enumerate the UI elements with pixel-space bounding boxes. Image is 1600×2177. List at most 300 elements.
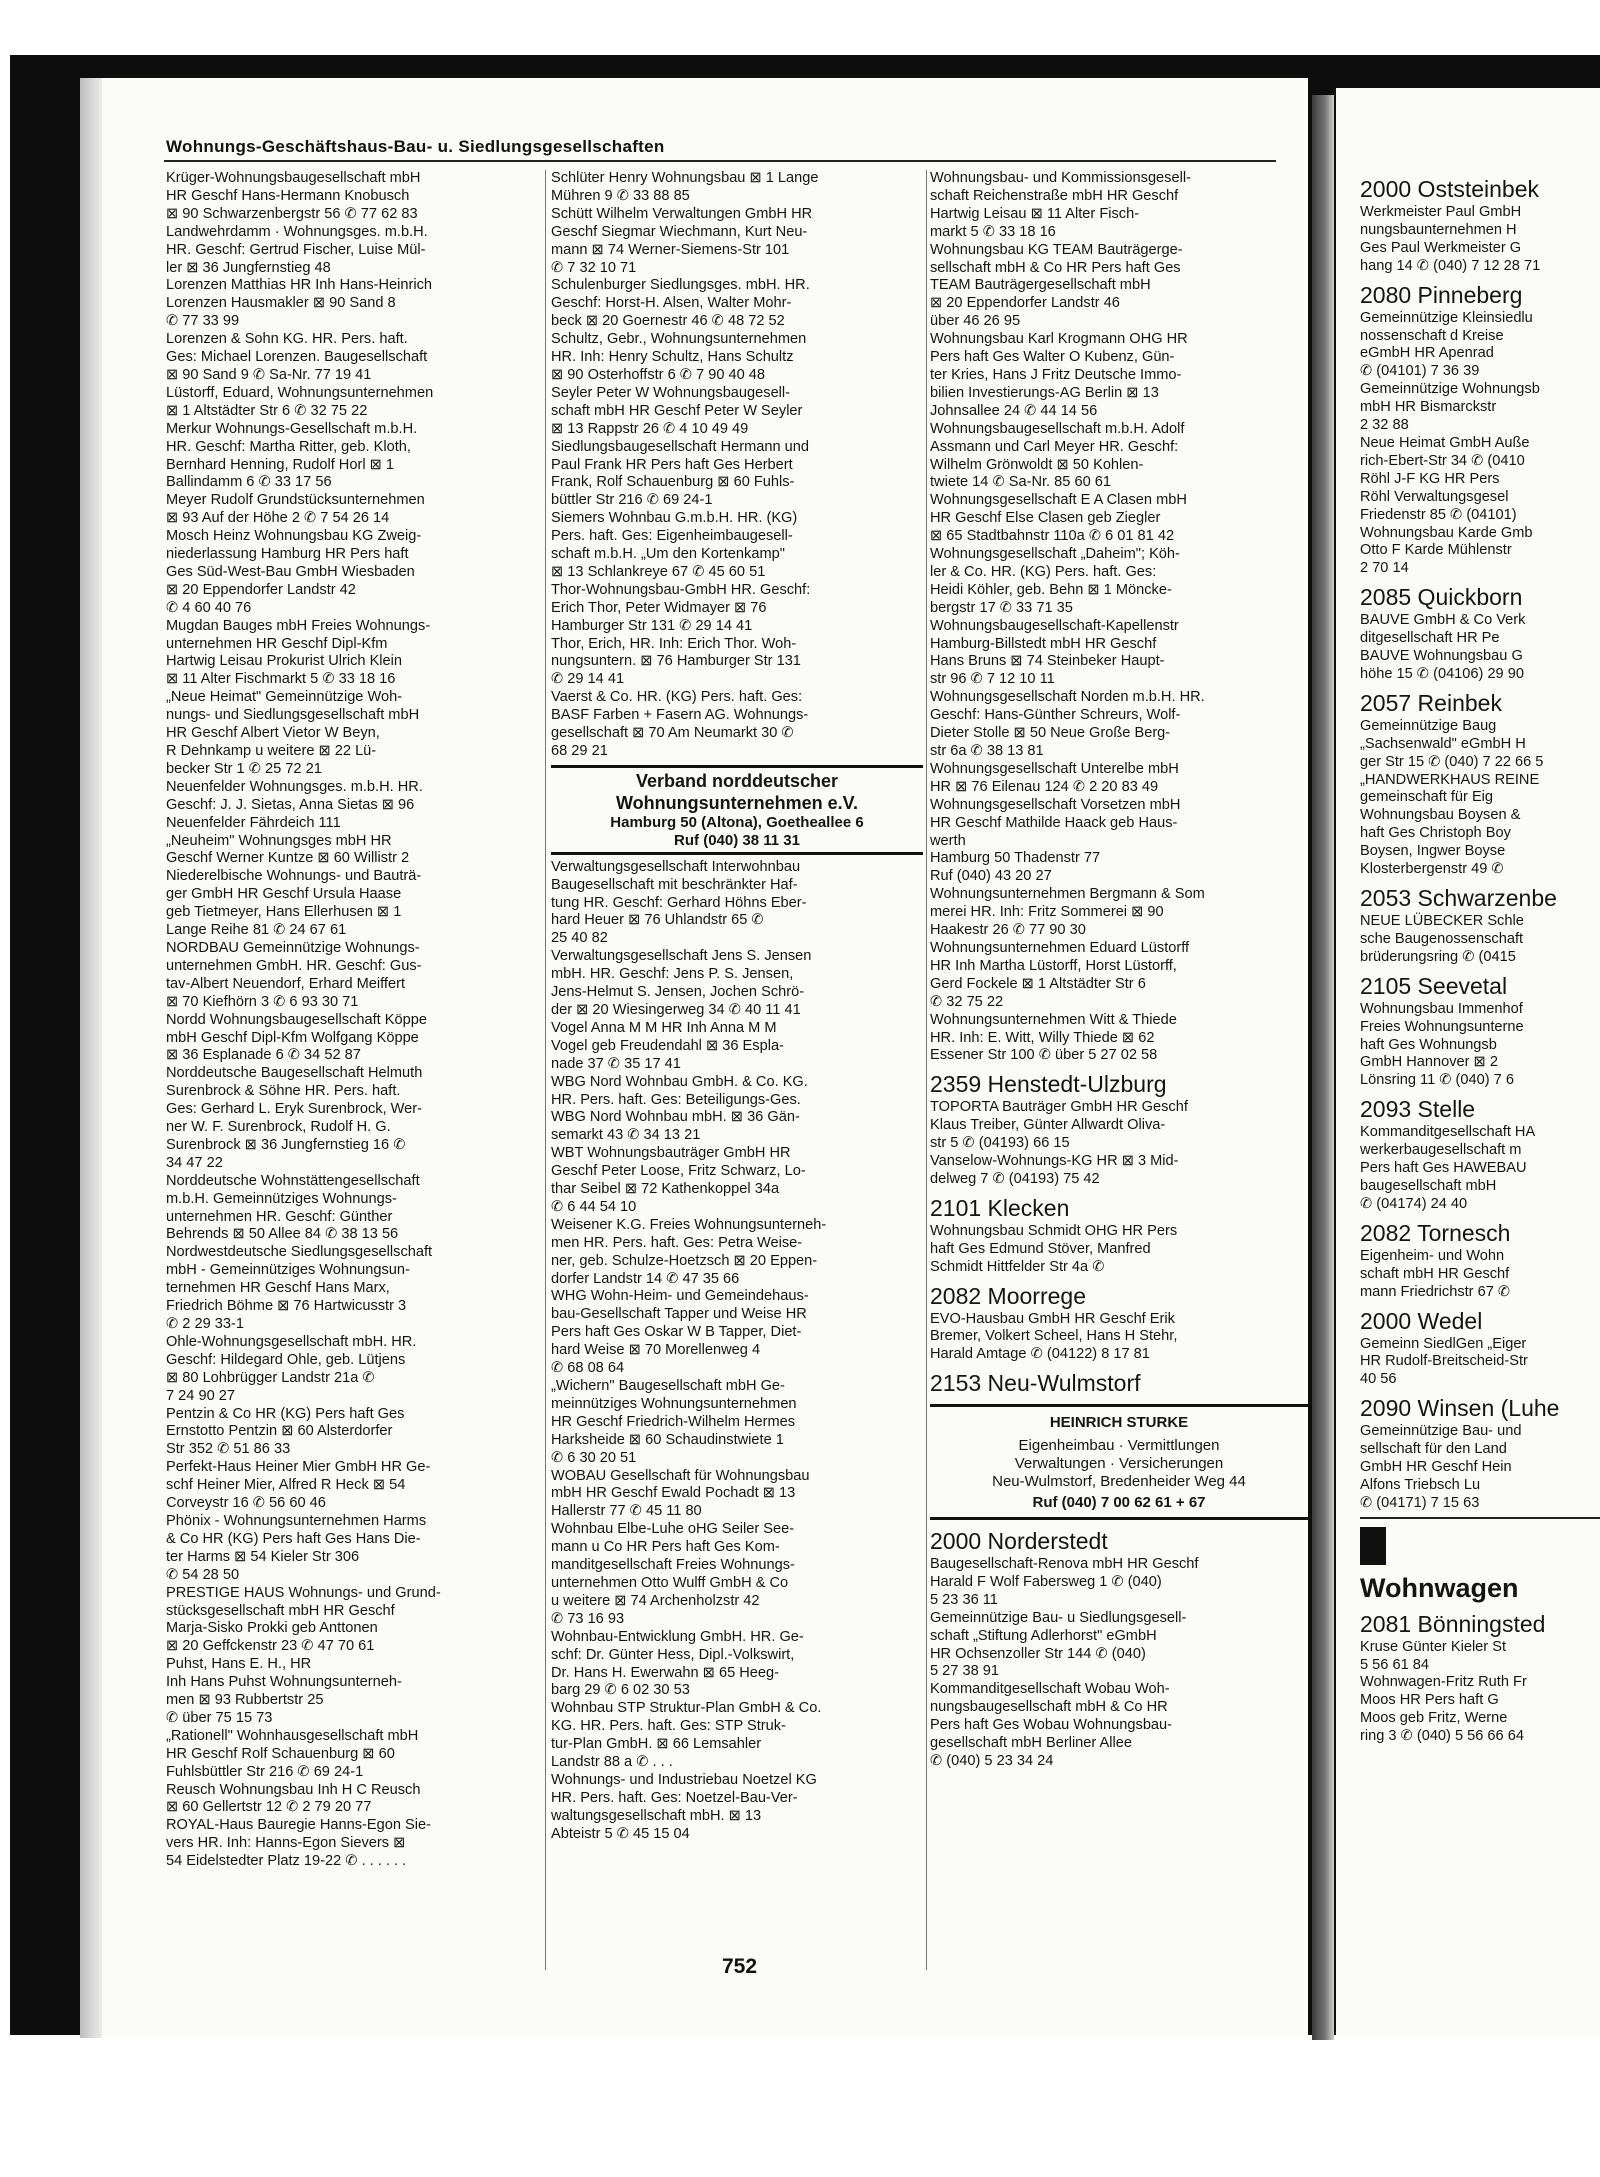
entry-line: Ges Paul Werkmeister G [1360, 239, 1522, 256]
entry-line: Wohnungsbaugesellschaft m.b.H. Adolf [930, 420, 1185, 437]
entry-line: ✆ 73 16 93 [551, 1610, 625, 1627]
entry-line: Lüstorff, Eduard, Wohnungsunternehmen [166, 384, 434, 401]
city-heading: 2081 Bönningsted [1360, 1610, 1546, 1637]
column-divider [926, 170, 927, 1970]
entry-line: Geschf Peter Loose, Fritz Schwarz, Lo- [551, 1163, 806, 1180]
entry-line: Pers. haft. Ges: Eigenheimbaugesell- [551, 528, 793, 545]
entry-line: schaft „Stiftung Adlerhorst" eGmbH [930, 1627, 1157, 1644]
entry-line: Verwaltungsgesellschaft Interwohnbau [551, 858, 801, 875]
entry-line: Norddeutsche Wohnstättengesellschaft [166, 1172, 420, 1189]
entry-line: becker Str 1 ✆ 25 72 21 [166, 760, 322, 777]
entry-line: sellschaft für den Land [1360, 1441, 1507, 1458]
entry-line: Marja-Sisko Prokki geb Anttonen [166, 1620, 378, 1637]
entry-line: barg 29 ✆ 6 02 30 53 [551, 1682, 690, 1699]
entry-line: Johnsallee 24 ✆ 44 14 56 [930, 402, 1098, 419]
entry-line: Alfons Triebsch Lu [1360, 1476, 1481, 1493]
entry-line: Schulenburger Siedlungsges. mbH. HR. [551, 277, 810, 294]
entry-line: Ges: Michael Lorenzen. Baugesellschaft [166, 349, 428, 366]
entry-line: Neue Heimat GmbH Auße [1360, 434, 1530, 451]
entry-line: Wohnungsbau Karde Gmb [1360, 524, 1533, 541]
entry-line: PRESTIGE HAUS Wohnungs- und Grund- [166, 1584, 441, 1601]
entry-line: ✆ 6 30 20 51 [551, 1449, 637, 1466]
city-heading: 2057 Reinbek [1360, 689, 1502, 716]
entry-line: tung HR. Geschf: Gerhard Höhns Eber- [551, 894, 807, 911]
entry-line: Wohnbau-Entwicklung GmbH. HR. Ge- [551, 1628, 804, 1645]
entry-line: Vanselow-Wohnungs-KG HR ⊠ 3 Mid- [930, 1153, 1179, 1170]
entry-line: ternehmen HR Geschf Hans Marx, [166, 1280, 390, 1297]
entry-line: Bremer, Volkert Scheel, Hans H Stehr, [930, 1328, 1178, 1345]
entry-line: ⊠ 90 Sand 9 ✆ Sa-Nr. 77 19 41 [166, 366, 372, 383]
entry-line: Wilhelm Grönwoldt ⊠ 50 Kohlen- [930, 456, 1144, 473]
entry-line: BAUVE GmbH & Co Verk [1360, 612, 1526, 629]
entry-line: HR Geschf Mathilde Haack geb Haus- [930, 814, 1178, 831]
entry-line: „Neue Heimat" Gemeinnützige Woh- [166, 689, 403, 706]
entry-line: Nordwestdeutsche Siedlungsgesellschaft [166, 1244, 433, 1261]
entry-line: ✆ (04101) 7 36 39 [1360, 363, 1480, 380]
entry-line: mbH. HR. Geschf: Jens P. S. Jensen, [551, 966, 794, 983]
entry-line: WHG Wohn-Heim- und Gemeindehaus- [551, 1288, 809, 1305]
entry-line: Gemeinnützige Bau- und [1360, 1423, 1522, 1440]
entry-line: Phönix - Wohnungsunternehmen Harms [166, 1512, 427, 1529]
entry-line: brüderungsring ✆ (0415 [1360, 948, 1516, 965]
entry-line: Werkmeister Paul GmbH [1360, 204, 1522, 220]
entry-line: ⊠ 1 Altstädter Str 6 ✆ 32 75 22 [166, 402, 368, 419]
entry-line: WBG Nord Wohnbau GmbH. & Co. KG. [551, 1073, 808, 1090]
entry-line: ✆ (04174) 24 40 [1360, 1195, 1468, 1212]
entry-line: „HANDWERKHAUS REINE [1360, 771, 1540, 788]
entry-line: über 46 26 95 [930, 313, 1021, 330]
column-divider [545, 170, 546, 1970]
entry-line: Wohnungsbau KG TEAM Bauträgerge- [930, 241, 1183, 258]
entry-line: Wohnungsunternehmen Witt & Thiede [930, 1011, 1177, 1028]
entry-line: HR. Geschf: Martha Ritter, geb. Kloth, [166, 438, 411, 455]
entry-line: Reusch Wohnungsbau Inh H C Reusch [166, 1781, 421, 1798]
entry-line: ⊠ 93 Auf der Höhe 2 ✆ 7 54 26 14 [166, 510, 390, 527]
entry-line: Wohnungsbau Immenhof [1360, 1000, 1523, 1017]
entry-line: Geschf Werner Kuntze ⊠ 60 Willistr 2 [166, 850, 410, 867]
entry-line: & Co HR (KG) Pers haft Ges Hans Die- [166, 1530, 421, 1547]
entry-line: niederlassung Hamburg HR Pers haft [166, 546, 409, 563]
entry-line: u weitere ⊠ 74 Archenholzstr 42 [551, 1592, 760, 1609]
entry-line: 7 24 90 27 [166, 1387, 235, 1404]
entry-line: 54 Eidelstedter Platz 19-22 ✆ . . . . . . [166, 1853, 407, 1870]
entry-line: Seyler Peter W Wohnungsbaugesell- [551, 384, 791, 401]
association-line: Hamburg 50 (Altona), Goetheallee 6 [610, 813, 864, 831]
entry-line: bergstr 17 ✆ 33 71 35 [930, 599, 1073, 616]
entry-line: Friedenstr 85 ✆ (04101) [1360, 506, 1517, 523]
entry-line: tur-Plan GmbH. ⊠ 66 Lemsahler [551, 1736, 762, 1753]
entry-line: 34 47 22 [166, 1154, 223, 1171]
entry-line: Geschf: Hildegard Ohle, geb. Lütjens [166, 1351, 406, 1368]
entry-line: Gerd Fockele ⊠ 1 Altstädter Str 6 [930, 975, 1146, 992]
entry-line: 25 40 82 [551, 930, 608, 947]
entry-line: BASF Farben + Fasern AG. Wohnungs- [551, 707, 809, 724]
entry-line: Geschf Siegmar Wiechmann, Kurt Neu- [551, 223, 808, 240]
entry-line: ✆ 54 28 50 [166, 1566, 240, 1583]
entry-line: 5 23 36 11 [930, 1591, 998, 1608]
entry-line: haft Ges Wohnungsb [1360, 1036, 1497, 1053]
entry-line: Ges Süd-West-Bau GmbH Wiesbaden [166, 563, 415, 580]
entry-line: ⊠ 11 Alter Fischmarkt 5 ✆ 33 18 16 [166, 671, 396, 688]
entry-line: gesellschaft mbH Berliner Allee [930, 1735, 1132, 1752]
entry-line: „Wichern" Baugesellschaft mbH Ge- [551, 1378, 785, 1394]
entry-line: ⊠ 90 Osterhoffstr 6 ✆ 7 90 40 48 [551, 366, 766, 383]
entry-line: stücksgesellschaft mbH HR Geschf [166, 1602, 395, 1619]
directory-column-3 [930, 170, 1308, 1960]
entry-line: ROYAL-Haus Bauregie Hanns-Egon Sie- [166, 1817, 431, 1834]
city-heading: 2085 Quickborn [1360, 584, 1523, 611]
entry-line: GmbH Hannover ⊠ 2 [1360, 1054, 1498, 1071]
entry-line: Harksheide ⊠ 60 Schaudinstwiete 1 [551, 1431, 784, 1448]
page-header-title: Wohnungs-Geschäftshaus-Bau- u. Siedlungsgesellschaften [166, 137, 665, 156]
entry-line: ler & Co. HR. (KG) Pers. haft. Ges: [930, 563, 1157, 580]
section-heading-block [1360, 1523, 1600, 1605]
entry-line: HR Geschf Friedrich-Wilhelm Hermes [551, 1413, 796, 1430]
advertisement-box [930, 1404, 1308, 1520]
entry-line: Hamburg 50 Thadenstr 77 [930, 850, 1101, 867]
entry-line: Gemeinn SiedlGen „Eiger [1360, 1335, 1527, 1352]
entry-line: Moos geb Fritz, Werne [1360, 1710, 1508, 1727]
entry-line: ⊠ 90 Schwarzenbergstr 56 ✆ 77 62 83 [166, 205, 418, 222]
entry-line: NEUE LÜBECKER Schle [1360, 913, 1524, 929]
entry-line: nungsuntern. ⊠ 76 Hamburger Str 131 [551, 653, 801, 670]
entry-line: Pers haft Ges Wobau Wohnungsbau- [930, 1717, 1173, 1734]
entry-line: Wohnungsbau- und Kommissionsgesell- [930, 170, 1191, 186]
entry-line: NORDBAU Gemeinnützige Wohnungs- [166, 939, 420, 956]
entry-line: schaft mbH HR Geschf [1360, 1265, 1510, 1282]
entry-line: twiete 14 ✆ Sa-Nr. 85 60 61 [930, 474, 1111, 491]
entry-line: Thor-Wohnungsbau-GmbH HR. Geschf: [551, 581, 811, 598]
entry-line: EVO-Hausbau GmbH HR Geschf Erik [930, 1310, 1175, 1327]
entry-line: Schlüter Henry Wohnungsbau ⊠ 1 Lange [551, 170, 819, 186]
entry-line: büttler Str 216 ✆ 69 24-1 [551, 492, 713, 509]
entry-line: ⊠ 70 Kiefhörn 3 ✆ 6 93 30 71 [166, 993, 359, 1010]
entry-line: ✆ 32 75 22 [930, 993, 1004, 1010]
entry-line: Röhl Verwaltungsgesel [1360, 488, 1509, 505]
entry-line: Krüger-Wohnungsbaugesellschaft mbH [166, 170, 421, 186]
entry-line: GmbH HR Geschf Hein [1360, 1459, 1512, 1476]
section-rule [1360, 1517, 1600, 1519]
city-heading: 2082 Moorrege [930, 1282, 1086, 1309]
entry-line: Friedrich Böhme ⊠ 76 Hartwicusstr 3 [166, 1298, 407, 1315]
entry-line: Wohnungsbau Boysen & [1360, 807, 1521, 824]
entry-line: Wohnungsbaugesellschaft-Kapellenstr [930, 617, 1179, 634]
entry-line: Wohnungs- und Industriebau Noetzel KG [551, 1771, 817, 1788]
association-line: Verband norddeutscher [635, 770, 839, 791]
ad-line: Eigenheimbau · Vermittlungen [1018, 1437, 1220, 1455]
entry-line: Siedlungsbaugesellschaft Hermann und [551, 438, 809, 455]
entry-line: Wohnungsgesellschaft E A Clasen mbH [930, 492, 1187, 509]
entry-line: Gemeinnützige Baug [1360, 717, 1497, 734]
entry-line: Meyer Rudolf Grundstücksunternehmen [166, 492, 425, 509]
city-heading: 2000 Oststeinbek [1360, 176, 1540, 202]
entry-line: schaft m.b.H. „Um den Kortenkamp" [551, 546, 785, 563]
entry-line: Wohnungsunternehmen Bergmann & Som [930, 886, 1205, 903]
entry-line: ⊠ 65 Stadtbahnstr 110a ✆ 6 01 81 42 [930, 528, 1175, 545]
city-heading: 2153 Neu-Wulmstorf [930, 1370, 1141, 1397]
entry-line: Mosch Heinz Wohnungsbau KG Zweig- [166, 528, 422, 545]
entry-line: gemeinschaft für Eig [1360, 789, 1494, 806]
entry-line: Haakestr 26 ✆ 77 90 30 [930, 922, 1086, 939]
entry-line: HR. Inh: Henry Schultz, Hans Schultz [551, 349, 794, 366]
entry-line: Wohnungsbau Schmidt OHG HR Pers [930, 1222, 1178, 1239]
entry-line: Frank, Rolf Schauenburg ⊠ 60 Fuhls- [551, 474, 795, 491]
entry-line: Surenbrock & Söhne HR. Pers. haft. [166, 1083, 401, 1100]
entry-line: Wohnungsbau Karl Krogmann OHG HR [930, 331, 1188, 348]
entry-line: ger GmbH HR Geschf Ursula Haase [166, 886, 402, 903]
entry-line: Schütt Wilhelm Verwaltungen GmbH HR [551, 205, 813, 222]
entry-line: Assmann und Carl Meyer HR. Geschf: [930, 438, 1179, 455]
entry-line: men ⊠ 93 Rubbertstr 25 [166, 1692, 324, 1709]
entry-line: Landstr 88 a ✆ . . . [551, 1754, 673, 1771]
entry-line: m.b.H. Gemeinnütziges Wohnungs- [166, 1190, 397, 1207]
entry-line: ✆ 68 08 64 [551, 1360, 625, 1377]
entry-line: baugesellschaft mbH [1360, 1177, 1497, 1194]
entry-line: Hartwig Leisau ⊠ 11 Alter Fisch- [930, 205, 1140, 222]
entry-line: schf Heiner Mier, Alfred R Heck ⊠ 54 [166, 1477, 406, 1494]
entry-line: mbH HR Bismarckstr [1360, 399, 1497, 416]
entry-line: Gemeinnützige Bau- u Siedlungsgesell- [930, 1609, 1187, 1626]
entry-line: Kommanditgesellschaft HA [1360, 1124, 1536, 1141]
ad-line: Verwaltungen · Versicherungen [1014, 1455, 1224, 1473]
entry-line: thar Seibel ⊠ 72 Kathenkoppel 34a [551, 1181, 780, 1198]
entry-line: unternehmen HR Geschf Dipl-Kfm [166, 635, 388, 652]
entry-line: Gemeinnützige Wohnungsb [1360, 381, 1540, 398]
city-heading: 2359 Henstedt-Ulzburg [930, 1071, 1167, 1098]
entry-line: Jens-Helmut S. Jensen, Jochen Schrö- [551, 984, 805, 1001]
entry-line: markt 5 ✆ 33 18 16 [930, 223, 1056, 240]
entry-line: bau-Gesellschaft Tapper und Weise HR [551, 1306, 807, 1323]
entry-line: TOPORTA Bauträger GmbH HR Geschf [930, 1099, 1188, 1116]
entry-line: ✆ (040) 5 23 34 24 [930, 1752, 1054, 1769]
entry-line: Pers haft Ges Walter O Kubenz, Gün- [930, 349, 1175, 366]
entry-line: 2 32 88 [1360, 417, 1409, 434]
entry-line: ✆ 2 29 33-1 [166, 1316, 244, 1332]
directory-column-4 [1360, 170, 1600, 2030]
entry-line: Bernhard Henning, Rudolf Horl ⊠ 1 [166, 456, 395, 473]
entry-line: beck ⊠ 20 Goernestr 46 ✆ 48 72 52 [551, 313, 785, 330]
city-heading: 2105 Seevetal [1360, 972, 1508, 999]
entry-line: mann u Co HR Pers haft Ges Kom- [551, 1539, 780, 1556]
entry-line: Nordd Wohnungsbaugesellschaft Köppe [166, 1011, 427, 1028]
section-marker [1360, 1527, 1386, 1565]
entry-line: 2 70 14 [1360, 560, 1409, 577]
entry-line: HR Rudolf-Breitscheid-Str [1360, 1353, 1528, 1370]
entry-line: mbH HR Geschf Ewald Pochadt ⊠ 13 [551, 1485, 796, 1502]
association-box [551, 765, 923, 855]
entry-line: men HR. Pers. haft. Ges: Petra Weise- [551, 1234, 803, 1251]
entry-line: Baugesellschaft-Renova mbH HR Geschf [930, 1556, 1199, 1572]
entry-line: Klaus Treiber, Günter Allwardt Oliva- [930, 1117, 1166, 1134]
entry-line: 40 56 [1360, 1371, 1397, 1388]
entry-line: ter Harms ⊠ 54 Kieler Str 306 [166, 1548, 360, 1565]
entry-line: unternehmen HR. Geschf: Günther [166, 1208, 393, 1225]
entry-line: Wohnbau Elbe-Luhe oHG Seiler See- [551, 1521, 795, 1538]
entry-line: Wohnungsgesellschaft Vorsetzen mbH [930, 796, 1181, 813]
entry-line: HR Geschf Hans-Hermann Knobusch [166, 187, 410, 204]
ad-phone: Ruf (040) 7 00 62 61 + 67 [1032, 1494, 1206, 1511]
entry-line: Freies Wohnungsunterne [1360, 1018, 1524, 1035]
entry-line: ring 3 ✆ (040) 5 56 66 64 [1360, 1728, 1524, 1745]
entry-line: Pers haft Ges HAWEBAU [1360, 1160, 1527, 1177]
city-heading: 2090 Winsen (Luhe [1360, 1395, 1560, 1422]
entry-line: Essener Str 100 ✆ über 5 27 02 58 [930, 1047, 1158, 1064]
entry-line: Neuenfelder Fährdeich 111 [166, 814, 341, 831]
entry-line: Siemers Wohnbau G.m.b.H. HR. (KG) [551, 510, 798, 527]
entry-line: nungs- und Siedlungsgesellschaft mbH [166, 707, 420, 724]
header-rule [164, 160, 1276, 162]
entry-line: ✆ 4 60 40 76 [166, 599, 252, 616]
entry-line: waltungsgesellschaft mbH. ⊠ 13 [551, 1807, 762, 1824]
entry-line: Lange Reihe 81 ✆ 24 67 61 [166, 922, 347, 939]
entry-line: Kommanditgesellschaft Wobau Woh- [930, 1681, 1170, 1698]
entry-line: Röhl J-F KG HR Pers [1360, 470, 1500, 487]
directory-column-2 [551, 170, 923, 1960]
directory-column-1 [166, 170, 540, 1960]
entry-line: Pentzin & Co HR (KG) Pers haft Ges [166, 1405, 405, 1422]
entry-line: ⊠ 20 Eppendorfer Landstr 42 [166, 581, 356, 598]
entry-line: Weisener K.G. Freies Wohnungsunterneh- [551, 1216, 827, 1233]
entry-line: ger Str 15 ✆ (040) 7 22 66 5 [1360, 753, 1544, 770]
entry-line: Merkur Wohnungs-Gesellschaft m.b.H. [166, 420, 418, 437]
entry-line: KG. HR. Pers. haft. Ges: STP Struk- [551, 1718, 786, 1735]
entry-line: Wohnbau STP Struktur-Plan GmbH & Co. [551, 1700, 822, 1717]
entry-line: WBT Wohnungsbauträger GmbH HR [551, 1145, 791, 1162]
entry-line: Niederelbische Wohnungs- und Bauträ- [166, 868, 422, 885]
entry-line: ner, geb. Schulze-Hoetzsch ⊠ 20 Eppen- [551, 1252, 818, 1269]
entry-line: HR Geschf Albert Vietor W Beyn, [166, 725, 380, 742]
entry-line: hard Weise ⊠ 70 Morellenweg 4 [551, 1342, 761, 1359]
entry-line: hard Heuer ⊠ 76 Uhlandstr 65 ✆ [551, 912, 764, 929]
city-heading: 2101 Klecken [930, 1194, 1070, 1221]
entry-line: ⊠ 36 Esplanade 6 ✆ 34 52 87 [166, 1047, 361, 1064]
entry-line: ✆ 6 44 54 10 [551, 1198, 637, 1215]
entry-line: Dr. Hans H. Ewerwahn ⊠ 65 Heeg- [551, 1664, 779, 1681]
entry-line: Schultz, Gebr., Wohnungsunternehmen [551, 331, 807, 348]
entry-line: Wohnungsunternehmen Eduard Lüstorff [930, 939, 1190, 956]
entry-line: Geschf: Hans-Günther Schreurs, Wolf- [930, 707, 1181, 724]
entry-line: Corveystr 16 ✆ 56 60 46 [166, 1495, 326, 1512]
entry-line: Str 352 ✆ 51 86 33 [166, 1441, 291, 1458]
entry-line: Otto F Karde Mühlenstr [1360, 542, 1512, 559]
entry-line: ✆ (04171) 7 15 63 [1360, 1494, 1480, 1511]
entry-line: mann Friedrichstr 67 ✆ [1360, 1283, 1511, 1300]
entry-line: Mühren 9 ✆ 33 88 85 [551, 187, 690, 204]
entry-line: 68 29 21 [551, 743, 608, 759]
page-edge-shadow [80, 78, 102, 2038]
entry-line: Surenbrock ⊠ 36 Jungfernstieg 16 ✆ [166, 1136, 406, 1153]
entry-line: HR ⊠ 76 Eilenau 124 ✆ 2 20 83 49 [930, 778, 1159, 795]
entry-line: HR. Geschf: Gertrud Fischer, Luise Mül- [166, 241, 426, 258]
entry-line: ⊠ 80 Lohbrügger Landstr 21a ✆ [166, 1369, 375, 1386]
entry-line: Boysen, Ingwer Boyse [1360, 843, 1506, 860]
entry-line: sche Baugenossenschaft [1360, 930, 1524, 947]
entry-line: str 5 ✆ (04193) 66 15 [930, 1135, 1070, 1152]
entry-line: nungsbaunternehmen H [1360, 221, 1517, 238]
entry-line: delweg 7 ✆ (04193) 75 42 [930, 1170, 1100, 1187]
entry-line: Puhst, Hans E. H., HR [166, 1656, 312, 1673]
entry-line: Wohnungsgesellschaft Unterelbe mbH [930, 760, 1179, 777]
entry-line: Vogel geb Freudendahl ⊠ 36 Espla- [551, 1037, 784, 1054]
page-number: 752 [722, 1955, 758, 1978]
entry-line: Norddeutsche Baugesellschaft Helmuth [166, 1065, 423, 1082]
entry-line: Thor, Erich, HR. Inh: Erich Thor. Woh- [551, 635, 797, 652]
entry-line: Wohnungsgesellschaft „Daheim"; Köh- [930, 546, 1180, 563]
entry-line: manditgesellschaft Freies Wohnungs- [551, 1557, 795, 1574]
entry-line: HR Geschf Else Clasen geb Ziegler [930, 510, 1161, 527]
entry-line: 5 56 61 84 [1360, 1656, 1429, 1673]
entry-line: Harald F Wolf Fabersweg 1 ✆ (040) [930, 1573, 1162, 1590]
entry-line: 5 27 38 91 [930, 1663, 999, 1680]
entry-line: Harald Amtage ✆ (04122) 8 17 81 [930, 1346, 1150, 1363]
entry-line: ✆ 7 32 10 71 [551, 259, 637, 276]
city-heading: 2080 Pinneberg [1360, 281, 1523, 308]
entry-line: merei HR. Inh: Fritz Sommerei ⊠ 90 [930, 904, 1164, 921]
entry-line: Wohnungsgesellschaft Norden m.b.H. HR. [930, 689, 1205, 706]
entry-line: Lönsring 11 ✆ (040) 7 6 [1360, 1072, 1514, 1089]
entry-line: Geschf: Horst-H. Alsen, Walter Mohr- [551, 295, 792, 312]
entry-line: werth [930, 832, 966, 849]
entry-line: „Neuheim" Wohnungsges mbH HR [166, 832, 392, 849]
city-heading: 2082 Tornesch [1360, 1219, 1511, 1246]
entry-line: Heidi Köhler, geb. Behn ⊠ 1 Möncke- [930, 581, 1172, 598]
entry-line: Inh Hans Puhst Wohnungsunterneh- [166, 1674, 402, 1691]
city-heading: 2093 Stelle [1360, 1096, 1476, 1123]
entry-line: Ruf (040) 43 20 27 [930, 868, 1052, 885]
entry-line: Pers haft Ges Oskar W B Tapper, Diet- [551, 1324, 802, 1341]
entry-line: ✆ über 75 15 73 [166, 1709, 273, 1726]
entry-line: HR. Inh: E. Witt, Willy Thiede ⊠ 62 [930, 1029, 1155, 1046]
entry-line: Hamburger Str 131 ✆ 29 14 41 [551, 617, 753, 634]
entry-line: Moos HR Pers haft G [1360, 1692, 1499, 1709]
entry-line: rich-Ebert-Str 34 ✆ (0410 [1360, 452, 1525, 469]
entry-line: schf: Dr. Günter Hess, Dipl.-Volkswirt, [551, 1646, 795, 1663]
entry-line: Lorenzen Hausmakler ⊠ 90 Sand 8 [166, 295, 396, 312]
entry-line: Lorenzen & Sohn KG. HR. Pers. haft. [166, 331, 408, 348]
entry-line: ⊠ 60 Gellertstr 12 ✆ 2 79 20 77 [166, 1799, 372, 1816]
entry-line: BAUVE Wohnungsbau G [1360, 648, 1523, 665]
entry-line: nungsbaugesellschaft mbH & Co HR [930, 1699, 1168, 1716]
entry-line: str 6a ✆ 38 13 81 [930, 743, 1044, 759]
entry-line: höhe 15 ✆ (04106) 29 90 [1360, 665, 1524, 682]
entry-line: geb Tietmeyer, Hans Ellerhusen ⊠ 1 [166, 904, 402, 921]
entry-line: WOBAU Gesellschaft für Wohnungsbau [551, 1467, 810, 1484]
entry-line: bilien Investierungs-AG Berlin ⊠ 13 [930, 384, 1159, 401]
entry-line: Lorenzen Matthias HR Inh Hans-Heinrich [166, 277, 433, 294]
entry-line: Schmidt Hittfelder Str 4a ✆ [930, 1258, 1105, 1275]
entry-line: „Sachsenwald" eGmbH H [1360, 735, 1526, 752]
ad-title: HEINRICH STURKE [1049, 1414, 1189, 1432]
entry-line: str 96 ✆ 7 12 10 11 [930, 671, 1055, 688]
entry-line: Fuhlsbüttler Str 216 ✆ 69 24-1 [166, 1763, 364, 1780]
entry-line: Gemeinnützige Kleinsiedlu [1360, 309, 1533, 326]
entry-line: ⊠ 20 Geffckenstr 23 ✆ 47 70 61 [166, 1638, 375, 1655]
entry-line: ✆ 29 14 41 [551, 671, 625, 688]
entry-line: nossenschaft d Kreise [1360, 327, 1504, 344]
entry-line: mbH - Gemeinnütziges Wohnungsun- [166, 1262, 410, 1279]
city-heading: 2000 Norderstedt [930, 1528, 1108, 1554]
entry-line: ⊠ 13 Schlankreye 67 ✆ 45 60 51 [551, 563, 766, 580]
entry-line: hang 14 ✆ (040) 7 12 28 71 [1360, 257, 1541, 274]
entry-line: Neuenfelder Wohnungsges. m.b.H. HR. [166, 778, 423, 795]
entry-line: vers HR. Inh: Hanns-Egon Sievers ⊠ [166, 1835, 406, 1852]
association-line: Wohnungsunternehmen e.V. [615, 792, 859, 813]
city-heading: 2000 Wedel [1360, 1307, 1483, 1334]
entry-line: „Rationell" Wohnhausgesellschaft mbH [166, 1727, 419, 1744]
entry-line: Ballindamm 6 ✆ 33 17 56 [166, 474, 332, 491]
entry-line: Erich Thor, Peter Widmayer ⊠ 76 [551, 599, 767, 616]
entry-line: HR. Pers. haft. Ges: Noetzel-Bau-Ver- [551, 1789, 798, 1806]
